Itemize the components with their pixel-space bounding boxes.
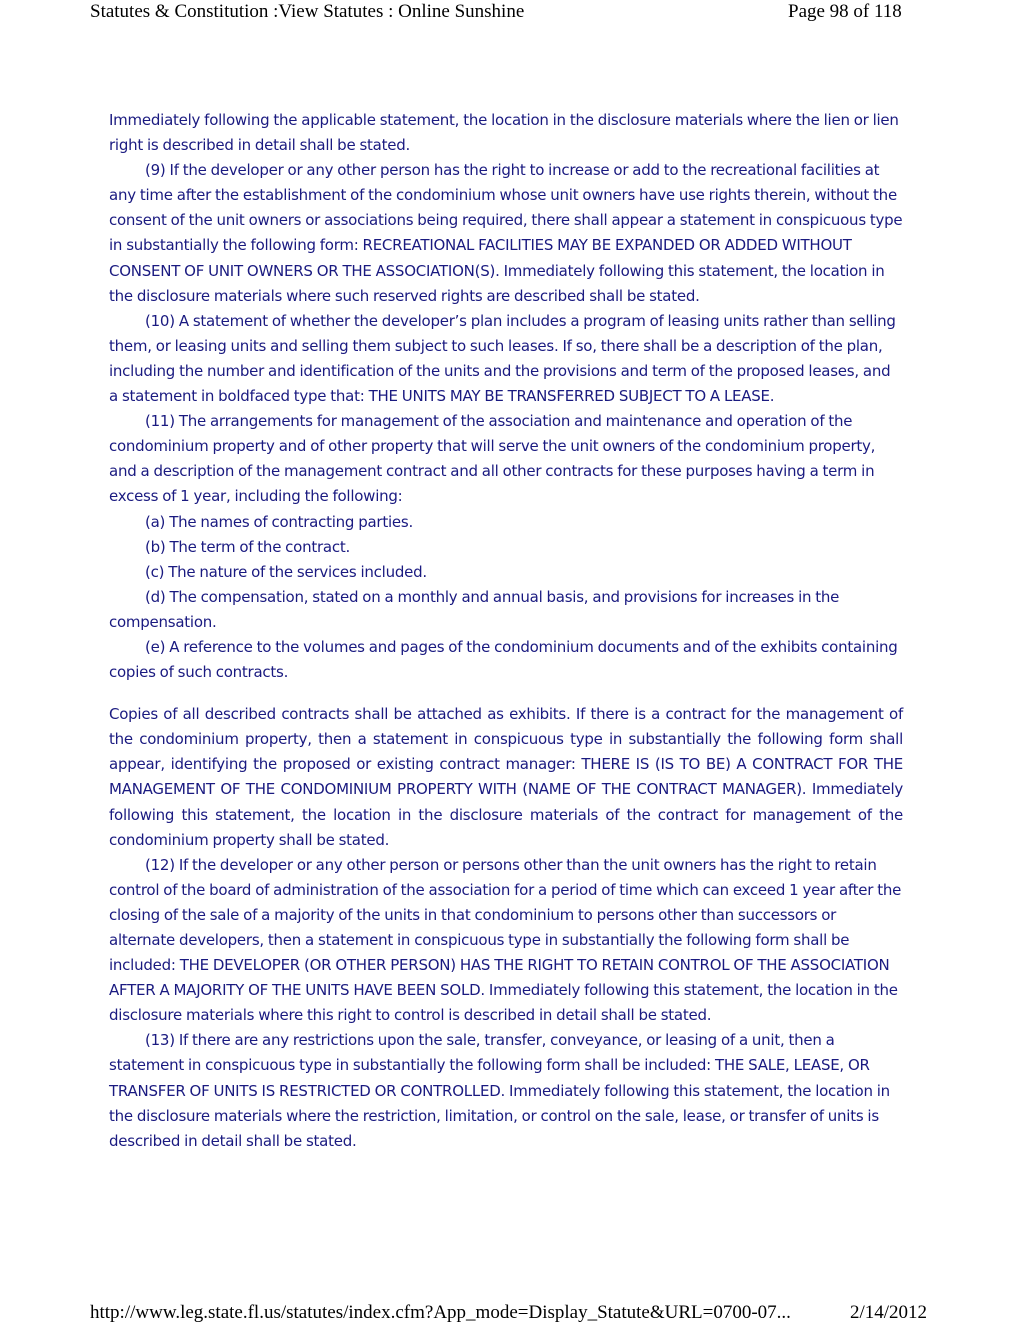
item-e-label: (e) [145, 637, 166, 656]
subsection-10 [109, 309, 903, 409]
subsection-11 [109, 409, 903, 509]
subsection-13-number: (13) [145, 1031, 175, 1050]
item-b-text: The term of the contract. [169, 537, 351, 556]
page-footer-url: http://www.leg.state.fl.us/statutes/index.cfm?App_mode=Display_Statute&URL=0700-07... [90, 1302, 791, 1323]
subsection-13 [109, 1028, 903, 1153]
item-b-label: (b) [145, 537, 166, 556]
subsection-11-number: (11) [145, 412, 175, 431]
subsection-9-text: If the developer or any other person has the right to increase or add to the recreational facilities at any time after the establishment of the condominium whose unit owners have use rights therein, without the consent of the unit owners or associations being required, there shall appear a statement in conspicuous type in substantially the following form: RECREATIONAL FACILITIES MAY BE EXPANDED OR ADDED WITHOUT CONSENT OF UNIT OWNERS OR THE ASSOCIATION(S). Immediately following this statement, the location in the disclosure materials where such reserved rights are described shall be stated. [109, 161, 903, 305]
item-a-label: (a) [145, 512, 166, 531]
subsection-10-number: (10) [145, 311, 175, 330]
item-e [109, 635, 903, 685]
subsection-12-text: If the developer or any other person or persons other than the unit owners has the right to retain control of the board of administration of the association for a period of time which can exceed 1 year after the closing of the sale of a majority of the units in that condominium to persons other than successors or alternate developers, then a statement in conspicuous type in substantially the following form shall be included: THE DEVELOPER (OR OTHER PERSON) HAS THE RIGHT TO RETAIN CONTROL OF THE ASSOCIATION AFTER A MAJORITY OF THE UNITS HAVE BEEN SOLD. Immediately following this statement, the location in the disclosure materials where this right to control is described in detail shall be stated. [109, 855, 902, 1025]
statute-text [109, 108, 903, 1154]
paragraph-lien-continuation: Immediately following the applicable statement, the location in the disclosure materials where the lien or lien right is described in detail shall be stated. [109, 111, 899, 155]
item-d-text: The compensation, stated on a monthly and annual basis, and provisions for increases in the compensation. [109, 587, 840, 631]
paragraph-contract-copies: Copies of all described contracts shall be attached as exhibits. If there is a contract for the management of the condominium property, then a statement in conspicuous type in substantially the following form shall appear, identifying the proposed or existing contract manager: THERE IS (IS TO BE) A CONTRACT FOR THE MANAGEMENT OF THE CONDOMINIUM PROPERTY WITH (NAME OF THE CONTRACT MANAGER). Immediately following this statement, the location in the disclosure materials of the contract for management of the condominium property shall be stated. [109, 705, 903, 849]
item-e-text: A reference to the volumes and pages of the condominium documents and of the exhibits containing copies of such contracts. [109, 637, 898, 682]
item-c-text: The nature of the services included. [168, 562, 427, 581]
item-c-label: (c) [145, 562, 165, 581]
page-header-page-number: Page 98 of 118 [788, 1, 902, 22]
item-d-label: (d) [145, 587, 166, 606]
item-d [109, 585, 903, 635]
subsection-12-number: (12) [145, 855, 175, 874]
item-c [109, 560, 903, 585]
item-a-text: The names of contracting parties. [169, 512, 413, 531]
item-b [109, 535, 903, 560]
page-footer-date: 2/14/2012 [850, 1302, 928, 1323]
subsection-9-number: (9) [145, 161, 166, 180]
subsection-9 [109, 158, 903, 309]
subsection-11-text: The arrangements for management of the association and maintenance and operation of the condominium property and of other property that will serve the unit owners of the condominium property, and a description of the management contract and all other contracts for these purposes having a term in excess of 1 year, including the following: [109, 412, 876, 506]
item-a [109, 510, 903, 535]
subsection-12 [109, 853, 903, 1029]
subsection-13-text: If there are any restrictions upon the sale, transfer, conveyance, or leasing of a unit, then a statement in conspicuous type in substantially the following form shall be included: THE SALE, LEASE, OR TRANSFER OF UNITS IS RESTRICTED OR CONTROLLED. Immediately following this statement, the location in the disclosure materials where the restriction, limitation, or control on the sale, lease, or transfer of units is described in detail shall be stated. [109, 1031, 890, 1150]
page-header-title: Statutes & Constitution :View Statutes : Online Sunshine [90, 1, 525, 22]
subsection-10-text: A statement of whether the developer’s plan includes a program of leasing units rather than selling them, or leasing units and selling them subject to such leases. If so, there shall be a description of the plan, including the number and identification of the units and the provisions and term of the proposed leases, and a statement in boldfaced type that: THE UNITS MAY BE TRANSFERRED SUBJECT TO A LEASE. [109, 311, 896, 406]
